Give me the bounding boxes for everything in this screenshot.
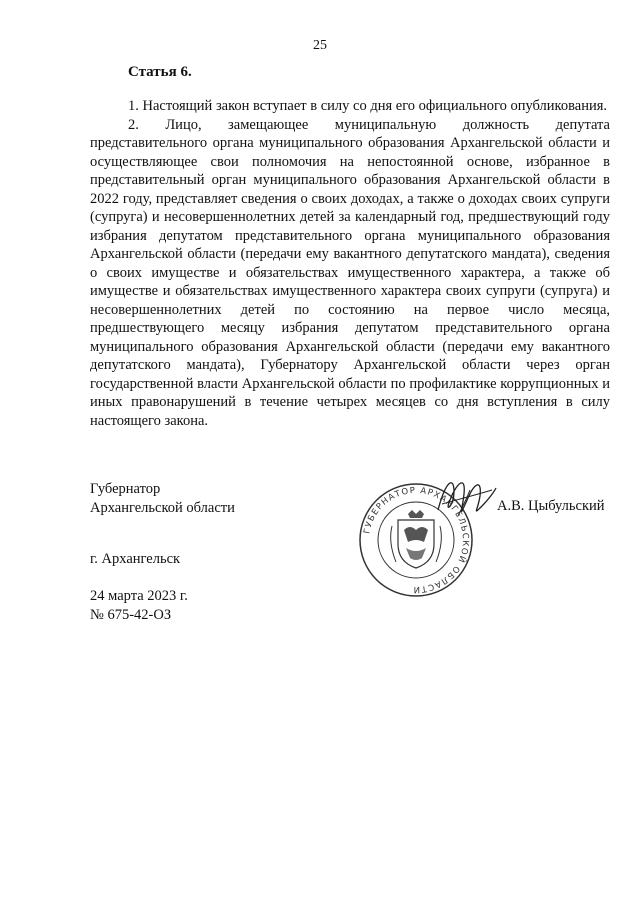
signatory-name: А.В. Цыбульский <box>497 498 605 514</box>
article-heading: Статья 6. <box>128 64 192 80</box>
date-block <box>90 587 188 624</box>
article-body <box>90 97 610 430</box>
signatory-title <box>90 480 235 517</box>
signatory-title-line-1: Губернатор <box>90 481 161 497</box>
seal-text: ГУБЕРНАТОР АРХАНГЕЛЬСКОЙ ОБЛАСТИ <box>362 485 471 595</box>
law-number: № 675-42-ОЗ <box>90 606 172 623</box>
handwritten-signature <box>432 470 500 528</box>
page-number: 25 <box>313 38 327 53</box>
paragraph-1: 1. Настоящий закон вступает в силу со дня его официального опубликования. <box>128 98 608 114</box>
signatory-title-line-2: Архангельской области <box>90 499 235 516</box>
paragraph-2: 2. Лицо, замещающее муниципальную должность депутата представительного органа муниципального образования Архангельской области и осуществляющее свои полномочия на непостоянной основе, избранное в представительный орган муниципального образования Архангельской области в 2022 году, представляет сведения о своих доходах, а также о доходах своих супруги (супруга) и несовершеннолетних детей за календарный год, предшествующий году избрания депутатом представительного органа муниципального образования Архангельской области (передачи ему вакантного депутатского мандата), сведения о своих имуществе и обязательствах имущественного характера, а также об имуществе и обязательствах имущественного характера своих супруги (супруга) и несовершеннолетних детей по состоянию на первое число месяца, предшествующего месяцу избрания депутатом представительного органа муниципального образования Архангельской области (передачи ему вакантного депутатского мандата), Губернатору Архангельской области через орган государственной власти Архангельской области по профилактике коррупционных и иных правонарушений в течение четырех месяцев со дня вступления в силу настоящего закона. <box>90 116 610 429</box>
signing-date: 24 марта 2023 г. <box>90 588 188 604</box>
city: г. Архангельск <box>90 551 181 567</box>
